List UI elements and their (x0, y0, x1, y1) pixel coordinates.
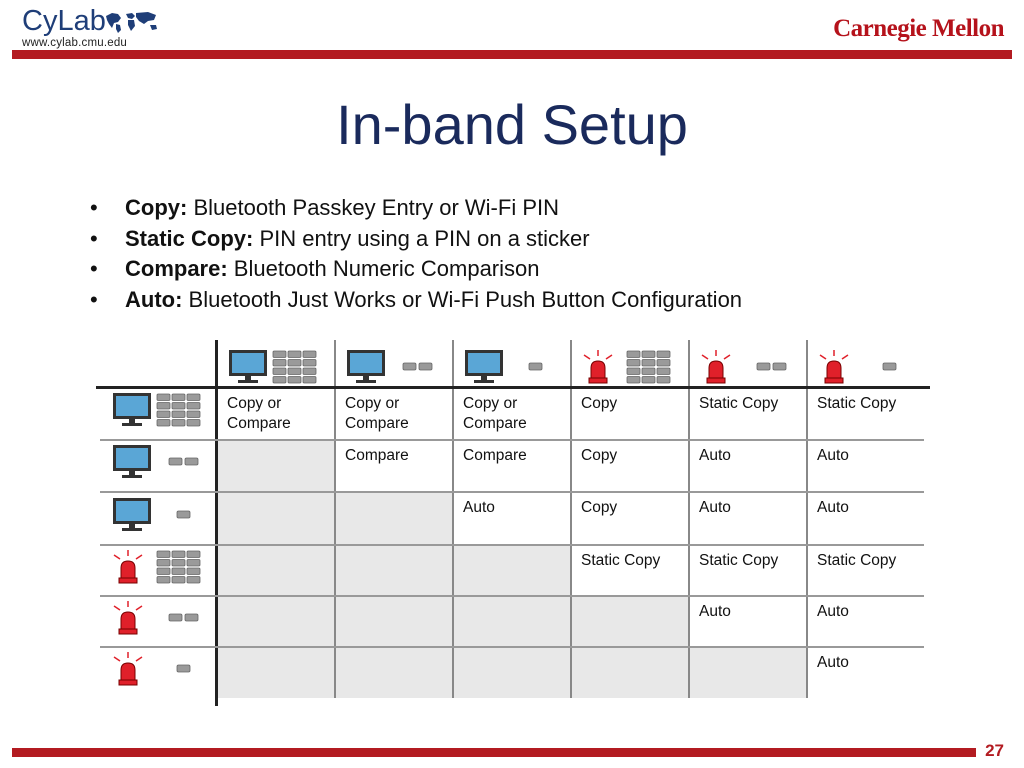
table-cell (581, 551, 660, 571)
bullet-text: Bluetooth Just Works or Wi-Fi Push Button Configuration (182, 286, 743, 312)
table-cell (463, 394, 527, 434)
header-column-divider (215, 340, 218, 706)
cell-line: Static Copy (699, 395, 779, 412)
empty-cell (452, 646, 570, 698)
cell-line: Copy (581, 395, 618, 412)
page-number: 27 (985, 741, 1004, 760)
alarm-light-icon (818, 350, 850, 384)
bullet-term: Auto: (125, 286, 183, 312)
cell-line: Auto (817, 654, 849, 671)
empty-cell (216, 595, 334, 646)
header-bar (12, 50, 1012, 59)
cylab-logo-text: CyLab (22, 5, 106, 37)
table-cell (581, 446, 617, 466)
alarm-light-icon (112, 601, 144, 635)
cell-line: Auto (463, 499, 495, 516)
column-divider (806, 340, 808, 698)
table-cell (817, 446, 849, 466)
bullet-text: PIN entry using a PIN on a sticker (253, 225, 590, 251)
column-divider (334, 340, 336, 698)
monitor-icon (228, 349, 268, 385)
cell-line: Compare (345, 415, 409, 432)
cell-line: Auto (699, 499, 731, 516)
empty-cell (570, 595, 688, 646)
keypad-icon (272, 350, 318, 384)
bullet-copy (90, 193, 742, 224)
empty-cell (216, 544, 334, 595)
table-cell (699, 602, 731, 622)
footer-bar (12, 748, 976, 757)
slide-title: In-band Setup (336, 93, 688, 156)
row-divider (100, 646, 924, 648)
table-cell (345, 446, 409, 466)
empty-cell (334, 544, 452, 595)
empty-cell (688, 646, 806, 698)
carnegie-mellon-logo: Carnegie Mellon (833, 15, 1004, 42)
two-buttons-icon (756, 362, 788, 372)
world-map-icon (104, 10, 162, 34)
table-cell (699, 498, 731, 518)
cell-line: Copy or (463, 395, 518, 412)
bullet-static-copy (90, 224, 742, 255)
monitor-icon (112, 497, 152, 533)
table-cell (699, 551, 778, 571)
empty-cell (216, 491, 334, 544)
column-divider (570, 340, 572, 698)
table-cell (581, 394, 617, 414)
two-buttons-icon (168, 457, 200, 467)
column-divider (452, 340, 454, 698)
header-row-divider (96, 386, 930, 389)
cylab-url: www.cylab.cmu.edu (22, 37, 128, 49)
cell-line: Auto (817, 603, 849, 620)
two-buttons-icon (402, 362, 434, 372)
keypad-icon (626, 350, 672, 384)
keypad-icon (156, 393, 202, 427)
table-cell (699, 394, 778, 414)
bullet-auto (90, 285, 742, 316)
row-divider (100, 595, 924, 597)
one-button-icon (176, 510, 192, 520)
one-button-icon (528, 362, 544, 372)
bullet-term: Compare: (125, 256, 228, 281)
table-cell (817, 498, 849, 518)
table-cell (817, 653, 849, 673)
table-cell (817, 394, 896, 414)
bullet-list (90, 193, 742, 315)
cell-line: Static Copy (581, 552, 661, 569)
alarm-light-icon (112, 550, 144, 584)
two-buttons-icon (168, 613, 200, 623)
row-divider (100, 491, 924, 493)
table-cell (227, 394, 291, 434)
empty-cell (334, 595, 452, 646)
empty-cell (452, 544, 570, 595)
monitor-icon (112, 392, 152, 428)
empty-cell (216, 646, 334, 698)
alarm-light-icon (700, 350, 732, 384)
table-cell (463, 446, 527, 466)
column-divider (688, 340, 690, 698)
cell-line: Copy (581, 447, 618, 464)
bullet-term: Static Copy: (125, 225, 254, 251)
empty-cell (334, 646, 452, 698)
cell-line: Compare (227, 415, 291, 432)
alarm-light-icon (582, 350, 614, 384)
cell-line: Compare (345, 447, 409, 464)
row-divider (100, 439, 924, 441)
monitor-icon (112, 444, 152, 480)
cell-line: Compare (463, 415, 527, 432)
keypad-icon (156, 550, 202, 584)
bullet-term: Copy: (125, 195, 188, 220)
one-button-icon (176, 664, 192, 674)
cell-line: Auto (817, 499, 849, 516)
empty-cell (570, 646, 688, 698)
bullet-compare (90, 254, 742, 285)
table-cell (581, 498, 617, 518)
cell-line: Copy (581, 499, 618, 516)
monitor-icon (464, 349, 504, 385)
cell-line: Auto (699, 447, 731, 464)
bullet-text: Bluetooth Numeric Comparison (227, 256, 540, 281)
row-divider (100, 544, 924, 546)
empty-cell (452, 595, 570, 646)
cell-line: Copy or (227, 395, 282, 412)
table-cell (817, 602, 849, 622)
cell-line: Static Copy (817, 395, 897, 412)
cell-line: Auto (817, 447, 849, 464)
empty-cell (216, 439, 334, 491)
cell-line: Static Copy (817, 552, 897, 569)
empty-cell (334, 491, 452, 544)
table-cell (817, 551, 896, 571)
one-button-icon (882, 362, 898, 372)
cell-line: Static Copy (699, 552, 779, 569)
cell-line: Auto (699, 603, 731, 620)
table-cell (699, 446, 731, 466)
cell-line: Compare (463, 447, 527, 464)
table-cell (345, 394, 409, 434)
cell-line: Copy or (345, 395, 400, 412)
alarm-light-icon (112, 652, 144, 686)
bullet-text: Bluetooth Passkey Entry or Wi-Fi PIN (187, 195, 559, 220)
monitor-icon (346, 349, 386, 385)
table-cell (463, 498, 495, 518)
